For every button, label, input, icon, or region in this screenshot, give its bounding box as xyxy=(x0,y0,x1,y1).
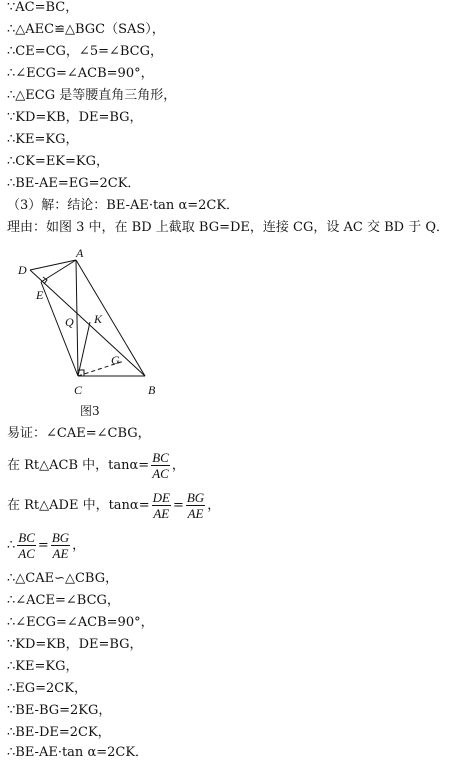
figure-3-diagram xyxy=(10,246,170,406)
proof-line-2: ∴△AEC≌△BGC（SAS）， xyxy=(7,22,165,37)
rt-ade-prefix: 在 Rt△ADE 中，tanα= xyxy=(7,498,150,513)
fraction-bc-ac xyxy=(151,450,170,481)
bottom-line-6: ∴EG=2CK， xyxy=(7,681,87,696)
proof-line-1: ∵AC=BC， xyxy=(7,0,79,15)
proof-line-3: ∴CE=CG，∠5=∠BCG， xyxy=(7,44,164,59)
bottom-line-3: ∴∠ECG=∠ACB=90°， xyxy=(7,615,154,630)
rt-ade-line xyxy=(7,490,220,521)
fraction-bc-ac xyxy=(17,530,36,561)
bottom-line-7: ∵BE-BG=2KG， xyxy=(7,703,112,718)
fraction-bg-ae xyxy=(51,530,70,561)
label-e: E xyxy=(36,288,44,302)
bottom-line-9: ∴BE-AE·tan α=2CK． xyxy=(7,745,149,760)
ratio-line xyxy=(7,530,85,561)
fraction-bg-ae xyxy=(186,490,205,521)
rt-acb-prefix: 在 Rt△ACB 中，tanα= xyxy=(7,458,150,473)
label-g: G xyxy=(111,353,120,367)
bottom-line-5: ∴KE=KG， xyxy=(7,659,79,674)
label-k: K xyxy=(94,312,103,326)
equals-sign: = xyxy=(172,498,184,513)
bottom-line-2: ∴∠ACE=∠BCG， xyxy=(7,593,120,608)
frac-den: AE xyxy=(52,546,69,561)
proof-line-9: ∴BE-AE=EG=2CK． xyxy=(7,176,141,191)
frac-num: BG xyxy=(51,530,70,545)
equals-sign: = xyxy=(37,538,49,553)
frac-den: AE xyxy=(187,506,204,521)
figure-caption: 图3 xyxy=(80,404,100,418)
frac-num: BG xyxy=(186,490,205,505)
frac-num: DE xyxy=(152,490,170,505)
frac-den: AE xyxy=(153,506,170,521)
segment-da xyxy=(30,260,76,270)
frac-num: BC xyxy=(18,530,35,545)
part3-conclusion: （3）解：结论：BE-AE·tan α=2CK． xyxy=(7,198,240,213)
proof-line-8: ∴CK=EK=KG， xyxy=(7,154,110,169)
bottom-line-8: ∴BE-DE=2CK， xyxy=(7,725,111,740)
segment-ac xyxy=(76,260,78,376)
proof-line-5: ∴△ECG 是等腰直角三角形， xyxy=(7,88,177,103)
label-q: Q xyxy=(65,315,74,329)
rt-acb-suffix: ， xyxy=(171,458,185,473)
segment-ck xyxy=(78,322,90,376)
segment-db xyxy=(30,270,145,376)
reason-line: 理由：如图 3 中，在 BD 上截取 BG=DE，连接 CG，设 AC 交 BD 于 Q． xyxy=(7,220,449,235)
rt-ade-suffix: ， xyxy=(207,498,221,513)
bottom-line-1: ∴△CAE∽△CBG， xyxy=(7,571,119,586)
label-d: D xyxy=(18,263,27,277)
proof-line-7: ∴KE=KG， xyxy=(7,132,79,147)
bottom-line-4: ∵KD=KB，DE=BG， xyxy=(7,637,143,652)
segment-ec xyxy=(41,282,78,376)
ratio-suffix: ， xyxy=(72,538,86,553)
easy-proof-line: 易证：∠CAE=∠CBG， xyxy=(7,426,151,441)
proof-line-6: ∵KD=KB，DE=BG， xyxy=(7,110,143,125)
frac-num: BC xyxy=(152,450,169,465)
frac-den: AC xyxy=(152,466,169,481)
label-a: A xyxy=(76,246,84,260)
fraction-de-ae xyxy=(152,490,171,521)
ratio-prefix: ∴ xyxy=(7,538,16,553)
proof-line-4: ∴∠ECG=∠ACB=90°， xyxy=(7,66,154,81)
rt-acb-line xyxy=(7,450,185,481)
label-b: B xyxy=(148,383,156,397)
label-c: C xyxy=(74,383,83,397)
frac-den: AC xyxy=(18,546,35,561)
